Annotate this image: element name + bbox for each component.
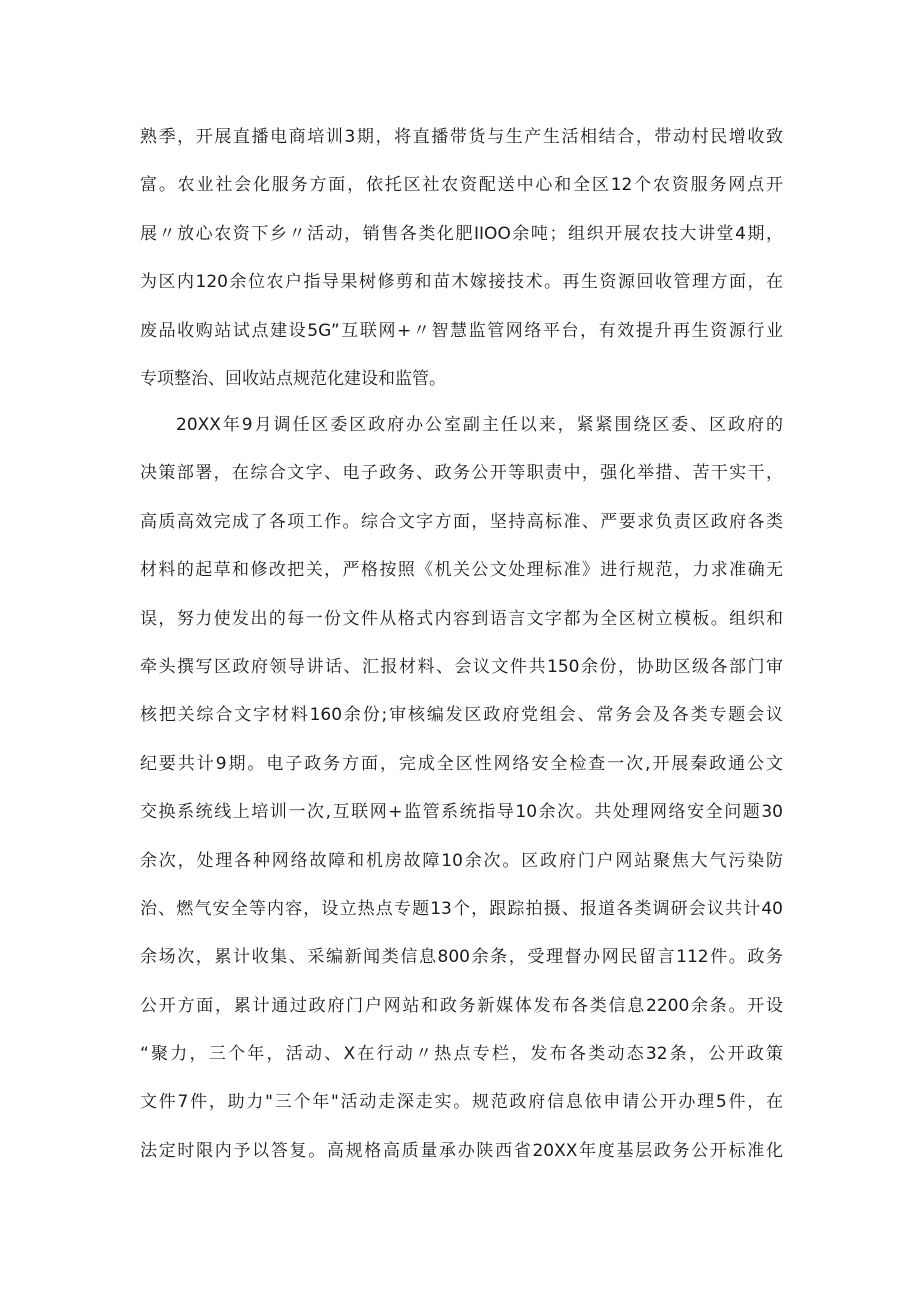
text-line: 交换系统线上培训一次,互联网+监管系统指导10余次。共处理网络安全问题30: [140, 802, 783, 823]
text-line: 核把关综合文字材料160余份;审核编发区政府党组会、常务会及各类专题会议: [140, 705, 783, 726]
text-line: “聚力，三个年，活动、X在行动〃热点专栏，发布各类动态32条，公开政策: [140, 1044, 783, 1065]
text-line: 富。农业社会化服务方面，依托区社农资配送中心和全区12个农资服务网点开: [140, 175, 783, 196]
text-line: 余次，处理各种网络故障和机房故障10余次。区政府门户网站聚焦大气污染防: [140, 850, 783, 871]
text-line: 材料的起草和修改把关，严格按照《机关公文处理标准》进行规范，力求准确无: [140, 560, 783, 581]
text-line: 专项整治、回收站点规范化建设和监管。: [140, 368, 446, 389]
paragraph-1: [140, 113, 783, 403]
text-line: 高质高效完成了各项工作。综合文字方面，坚持高标准、严要求负责区政府各类: [140, 511, 783, 532]
text-line: 治、燃气安全等内容，设立热点专题13个，跟踪拍摄、报道各类调研会议共计40: [140, 898, 783, 919]
text-line: 误，努力使发出的每一份文件从格式内容到语言文字都为全区树立模板。组织和: [140, 608, 783, 629]
text-line: 决策部署，在综合文字、电子政务、政务公开等职责中，强化举措、苦干实干，: [140, 463, 783, 484]
text-line: 熟季，开展直播电商培训3期，将直播带货与生产生活相结合，带动村民增收致: [140, 127, 783, 147]
text-line: 为区内120余位农户指导果树修剪和苗木嫁接技术。再生资源回收管理方面，在: [140, 272, 783, 293]
text-line: 废品收购站试点建设5G”互联网+〃智慧监管网络平台，有效提升再生资源行业: [140, 320, 783, 341]
text-line: 公开方面，累计通过政府门户网站和政务新媒体发布各类信息2200余条。开设: [140, 995, 783, 1016]
paragraph-2: [140, 401, 783, 1175]
text-line: 文件7件，助力"三个年"活动走深走实。规范政府信息依申请公开办理5件，在: [140, 1092, 783, 1113]
text-line: 余场次，累计收集、采编新闻类信息800余条，受理督办网民留言112件。政务: [140, 947, 783, 968]
text-line: 法定时限内予以答复。高规格高质量承办陕西省20XX年度基层政务公开标准化: [140, 1140, 783, 1161]
text-line: 展〃放心农资下乡〃活动，销售各类化肥IIOO余吨；组织开展农技大讲堂4期，: [140, 223, 783, 244]
text-line: 纪要共计9期。电子政务方面，完成全区性网络安全检查一次,开展秦政通公文: [140, 753, 783, 774]
text-line: 牵头撰写区政府领导讲话、汇报材料、会议文件共150余份，协助区级各部门审: [140, 656, 783, 677]
text-line: 20XX年9月调任区委区政府办公室副主任以来，紧紧围绕区委、区政府的: [176, 415, 783, 435]
